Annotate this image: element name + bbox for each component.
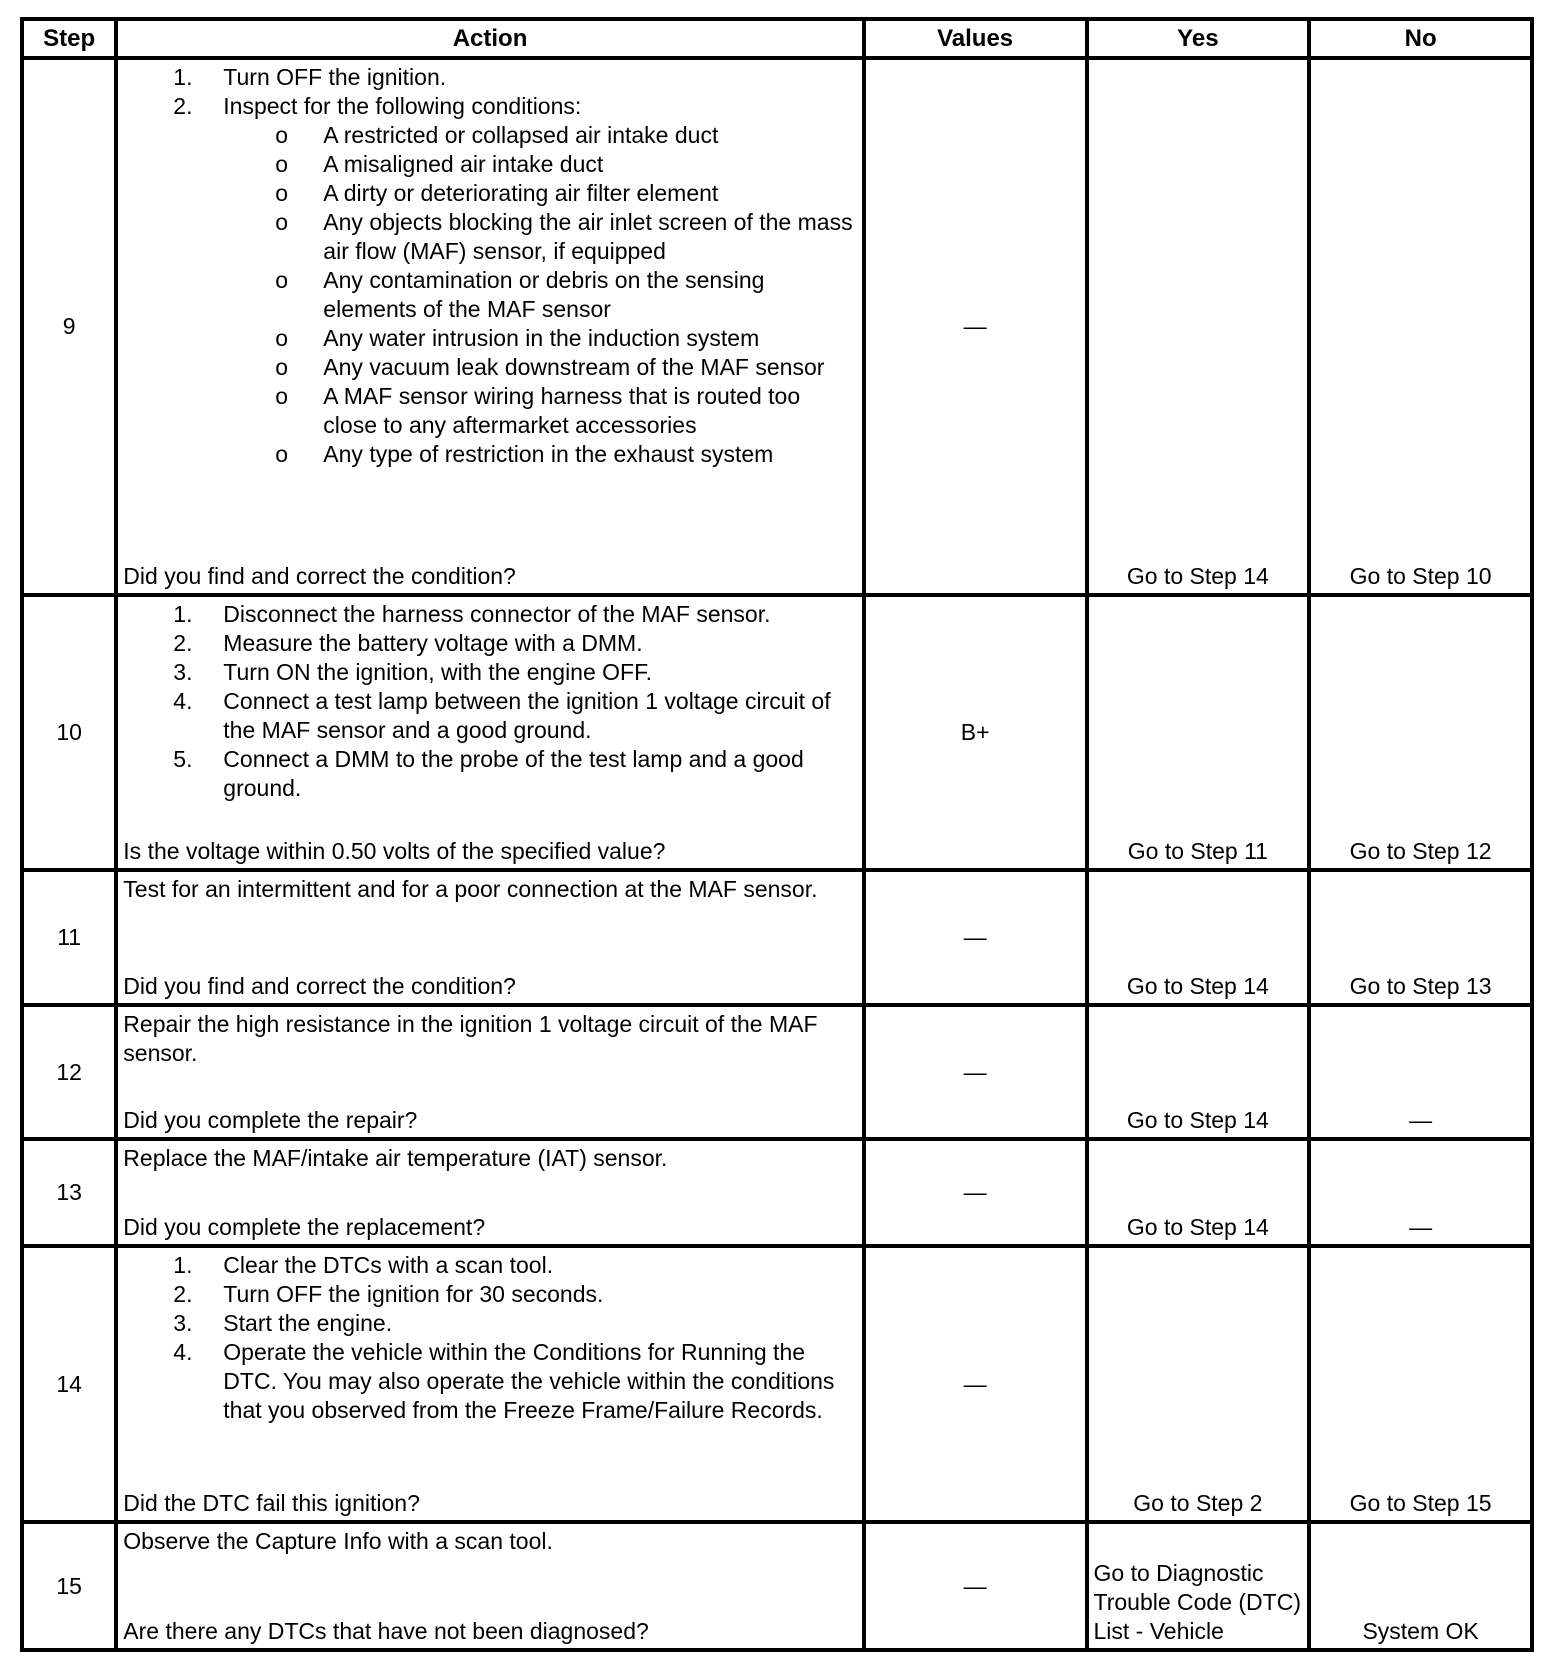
value-cell: —: [864, 870, 1087, 1005]
yes-cell: Go to Diagnostic Trouble Code (DTC) List - Vehicle: [1087, 1522, 1310, 1650]
action-content: [118, 1007, 861, 1137]
yes-cell: Go to Step 14: [1087, 1005, 1310, 1139]
no-cell: System OK: [1309, 1522, 1532, 1650]
header-no: No: [1309, 19, 1532, 58]
condition-item: [123, 150, 853, 179]
condition-item: [123, 266, 853, 324]
action-step-text: Turn OFF the ignition.: [223, 64, 447, 90]
action-cell: [116, 58, 863, 595]
action-step-list: [123, 600, 853, 803]
action-content: [118, 1248, 861, 1520]
no-cell: Go to Step 10: [1309, 58, 1532, 595]
yes-cell: Go to Step 14: [1087, 1139, 1310, 1246]
value-cell: —: [864, 58, 1087, 595]
condition-text: A MAF sensor wiring harness that is routed too close to any aftermarket accessories: [323, 383, 801, 438]
action-question: Are there any DTCs that have not been diagnosed?: [123, 1618, 649, 1644]
condition-text: Any type of restriction in the exhaust system: [323, 441, 774, 467]
action-step-text: Turn OFF the ignition for 30 seconds.: [223, 1281, 604, 1308]
action-instructions: [123, 63, 853, 562]
condition-item: [123, 353, 853, 382]
no-cell: —: [1309, 1005, 1532, 1139]
action-content: [118, 60, 861, 593]
action-step-number: 2.: [173, 629, 193, 656]
step-number: 10: [22, 595, 116, 871]
step-number: 15: [22, 1522, 116, 1650]
action-step-number: 4.: [173, 687, 193, 714]
action-cell: [116, 595, 863, 871]
action-instructions: [123, 875, 853, 972]
action-text: Replace the MAF/intake air temperature (IAT) sensor.: [123, 1145, 668, 1172]
step-number: 14: [22, 1246, 116, 1522]
action-question: Did you find and correct the condition?: [123, 973, 516, 1000]
bullet-icon: o: [275, 325, 289, 351]
action-content: [118, 872, 861, 1003]
action-step-text: Start the engine.: [223, 1310, 393, 1337]
table-row: [22, 870, 1532, 1005]
condition-item: [123, 440, 853, 469]
action-step-text: Turn ON the ignition, with the engine OFF.: [223, 658, 652, 685]
yes-cell: Go to Step 14: [1087, 58, 1310, 595]
condition-text: A restricted or collapsed air intake duct: [323, 122, 719, 148]
action-step-number: 3.: [173, 1310, 193, 1337]
condition-list-container: [123, 121, 853, 469]
action-content: [118, 597, 861, 869]
action-step-text: Clear the DTCs with a scan tool.: [223, 1252, 554, 1279]
value-cell: —: [864, 1246, 1087, 1522]
action-step: [123, 92, 853, 121]
action-step: [123, 658, 853, 687]
action-step-number: 2.: [173, 1281, 193, 1308]
bullet-icon: o: [275, 441, 289, 467]
condition-text: Any vacuum leak downstream of the MAF sensor: [323, 354, 825, 380]
condition-item: [123, 324, 853, 353]
header-step: Step: [22, 19, 116, 58]
step-number: 9: [22, 58, 116, 595]
diagnostic-table: [20, 17, 1534, 1652]
action-step: [123, 745, 853, 803]
step-number: 11: [22, 870, 116, 1005]
condition-text: Any contamination or debris on the sensing elements of the MAF sensor: [323, 267, 765, 322]
bullet-icon: o: [275, 209, 289, 235]
table-row: [22, 1005, 1532, 1139]
action-step-list: [123, 63, 853, 469]
action-instructions: [123, 1527, 853, 1617]
action-instructions: [123, 1010, 853, 1106]
header-action: Action: [116, 19, 863, 58]
action-step: [123, 687, 853, 745]
condition-item: [123, 208, 853, 266]
condition-text: Any objects blocking the air inlet screen of the mass air flow (MAF) sensor, if equipped: [323, 209, 853, 264]
action-step-list: [123, 1251, 853, 1425]
action-cell: [116, 1246, 863, 1522]
action-text: Repair the high resistance in the ignition 1 voltage circuit of the MAF sensor.: [123, 1011, 818, 1067]
condition-item: [123, 179, 853, 208]
header-row: [22, 19, 1532, 58]
yes-cell: Go to Step 14: [1087, 870, 1310, 1005]
bullet-icon: o: [275, 180, 289, 206]
bullet-icon: o: [275, 383, 289, 409]
header-yes: Yes: [1087, 19, 1310, 58]
action-cell: [116, 1005, 863, 1139]
action-step-number: 2.: [173, 93, 193, 119]
action-step-text: Connect a DMM to the probe of the test lamp and a good ground.: [223, 745, 804, 801]
action-text: Test for an intermittent and for a poor connection at the MAF sensor.: [123, 876, 818, 903]
yes-cell: Go to Step 2: [1087, 1246, 1310, 1522]
action-step-number: 3.: [173, 658, 193, 685]
action-step: [123, 600, 853, 629]
no-cell: Go to Step 13: [1309, 870, 1532, 1005]
condition-text: Any water intrusion in the induction system: [323, 325, 760, 351]
table-row: [22, 1522, 1532, 1650]
action-question: Did you find and correct the condition?: [123, 562, 516, 589]
action-content: [118, 1141, 861, 1244]
action-step: [123, 629, 853, 658]
no-cell: —: [1309, 1139, 1532, 1246]
action-step-text: Measure the battery voltage with a DMM.: [223, 629, 643, 656]
action-question: Did the DTC fail this ignition?: [123, 1490, 420, 1517]
action-step-number: 4.: [173, 1339, 193, 1366]
bullet-icon: o: [275, 267, 289, 293]
action-instructions: [123, 1144, 853, 1213]
step-number: 13: [22, 1139, 116, 1246]
action-question: Is the voltage within 0.50 volts of the specified value?: [123, 838, 666, 865]
action-step: [123, 63, 853, 92]
action-cell: [116, 1522, 863, 1650]
bullet-icon: o: [275, 151, 289, 177]
bullet-icon: o: [275, 122, 289, 148]
no-cell: Go to Step 12: [1309, 595, 1532, 871]
value-cell: B+: [864, 595, 1087, 871]
action-step-text: Disconnect the harness connector of the MAF sensor.: [223, 600, 771, 627]
condition-list: [123, 121, 853, 469]
action-instructions: [123, 1251, 853, 1489]
action-step-text: Operate the vehicle within the Conditions for Running the DTC. You may also operate the vehicle within the conditions that you observed from the Freeze Frame/Failure Records.: [223, 1339, 835, 1424]
condition-text: A misaligned air intake duct: [323, 151, 604, 177]
header-values: Values: [864, 19, 1087, 58]
action-instructions: [123, 600, 853, 838]
table-row: [22, 1246, 1532, 1522]
table-row: [22, 1139, 1532, 1246]
condition-item: [123, 382, 853, 440]
action-question: Did you complete the repair?: [123, 1107, 418, 1134]
condition-text: A dirty or deteriorating air filter element: [323, 180, 719, 206]
action-text: Observe the Capture Info with a scan tool.: [123, 1528, 553, 1555]
action-step: [123, 1251, 853, 1280]
bullet-icon: o: [275, 354, 289, 380]
action-step-text: Connect a test lamp between the ignition 1 voltage circuit of the MAF sensor and a good ground.: [223, 687, 831, 743]
action-step-number: 1.: [173, 64, 193, 90]
action-content: [118, 1524, 861, 1648]
condition-item: [123, 121, 853, 150]
action-step-number: 5.: [173, 745, 193, 772]
action-question: Did you complete the replacement?: [123, 1214, 486, 1241]
value-cell: —: [864, 1522, 1087, 1650]
action-step: [123, 1338, 853, 1425]
action-step: [123, 1309, 853, 1338]
action-step: [123, 1280, 853, 1309]
table-row: [22, 595, 1532, 871]
action-step-number: 1.: [173, 600, 193, 627]
action-step-text: Inspect for the following conditions:: [223, 93, 582, 119]
value-cell: —: [864, 1139, 1087, 1246]
action-step-number: 1.: [173, 1252, 193, 1279]
no-cell: Go to Step 15: [1309, 1246, 1532, 1522]
action-cell: [116, 1139, 863, 1246]
table-row: [22, 58, 1532, 595]
value-cell: —: [864, 1005, 1087, 1139]
yes-cell: Go to Step 11: [1087, 595, 1310, 871]
action-cell: [116, 870, 863, 1005]
step-number: 12: [22, 1005, 116, 1139]
